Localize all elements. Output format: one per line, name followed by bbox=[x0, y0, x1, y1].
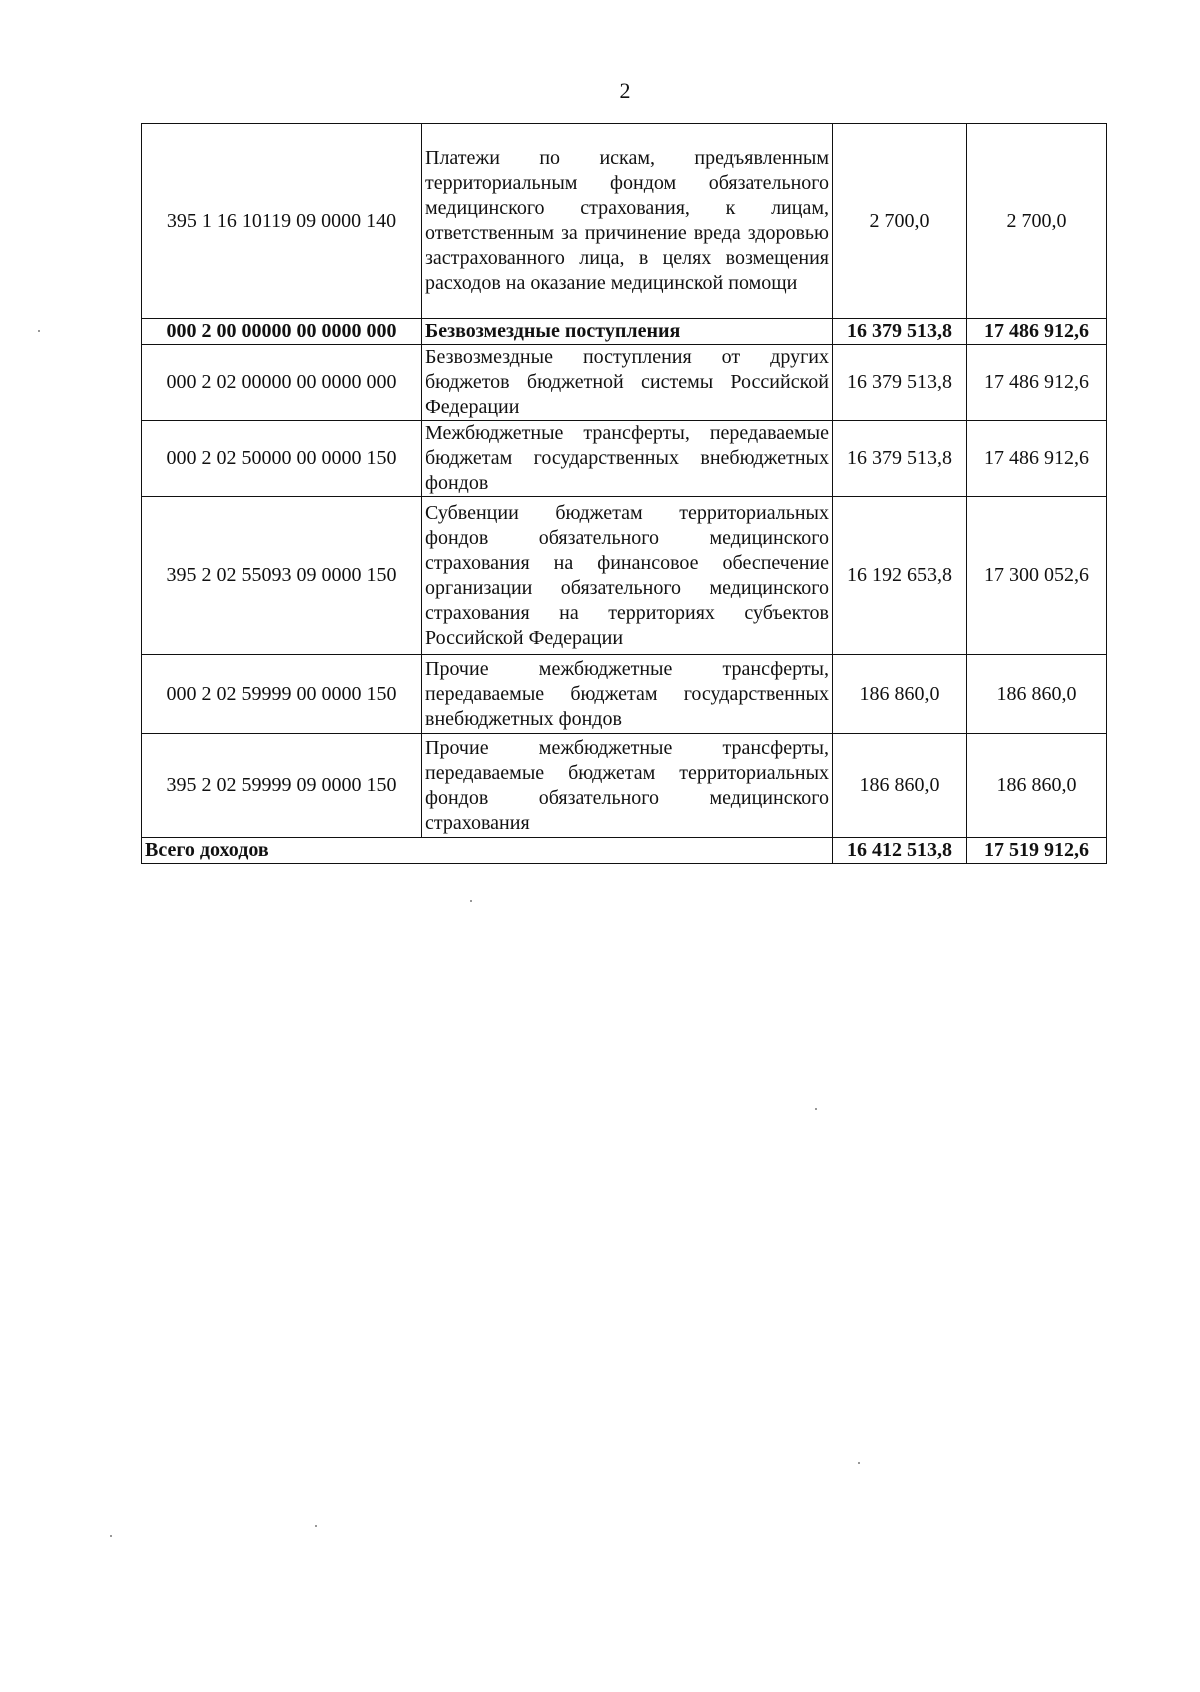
row-value-2: 186 860,0 bbox=[967, 734, 1107, 838]
scan-speck bbox=[315, 1525, 317, 1527]
row-value-1: 16 379 513,8 bbox=[833, 319, 967, 345]
row-value-2: 17 486 912,6 bbox=[967, 421, 1107, 497]
row-value-2: 17 300 052,6 bbox=[967, 497, 1107, 655]
scan-speck bbox=[858, 1462, 860, 1464]
scan-speck bbox=[110, 1535, 112, 1537]
row-description: Безвозмездные поступления bbox=[422, 319, 833, 345]
row-value-1: 16 379 513,8 bbox=[833, 421, 967, 497]
row-value-1: 2 700,0 bbox=[833, 124, 967, 319]
revenue-table bbox=[141, 123, 1107, 864]
table-row bbox=[142, 655, 1107, 734]
row-code: 395 2 02 55093 09 0000 150 bbox=[142, 497, 422, 655]
row-value-2: 17 486 912,6 bbox=[967, 319, 1107, 345]
row-value-2: 17 486 912,6 bbox=[967, 345, 1107, 421]
row-description: Прочие межбюджетные трансферты, передаваемые бюджетам территориальных фондов обязательного медицинского страхования bbox=[422, 734, 833, 838]
table-row bbox=[142, 319, 1107, 345]
row-value-1: 186 860,0 bbox=[833, 734, 967, 838]
row-code: 395 1 16 10119 09 0000 140 bbox=[142, 124, 422, 319]
total-value-1: 16 412 513,8 bbox=[833, 838, 967, 864]
total-label: Всего доходов bbox=[142, 838, 833, 864]
table-row bbox=[142, 497, 1107, 655]
row-description: Безвозмездные поступления от других бюджетов бюджетной системы Российской Федерации bbox=[422, 345, 833, 421]
row-code: 000 2 02 50000 00 0000 150 bbox=[142, 421, 422, 497]
row-value-2: 186 860,0 bbox=[967, 655, 1107, 734]
scan-speck bbox=[470, 900, 472, 902]
page-number: 2 bbox=[619, 78, 631, 103]
row-code: 000 2 00 00000 00 0000 000 bbox=[142, 319, 422, 345]
scan-speck bbox=[815, 1108, 817, 1110]
table-row bbox=[142, 124, 1107, 319]
row-code: 000 2 02 00000 00 0000 000 bbox=[142, 345, 422, 421]
total-value-2: 17 519 912,6 bbox=[967, 838, 1107, 864]
row-value-1: 16 192 653,8 bbox=[833, 497, 967, 655]
row-code: 395 2 02 59999 09 0000 150 bbox=[142, 734, 422, 838]
row-description: Субвенции бюджетам территориальных фондов обязательного медицинского страхования на финансовое обеспечение организации обязательного медицинского страхования на территориях субъектов Российской Федерации bbox=[422, 497, 833, 655]
table-row bbox=[142, 345, 1107, 421]
row-value-2: 2 700,0 bbox=[967, 124, 1107, 319]
row-description: Межбюджетные трансферты, передаваемые бюджетам государственных внебюджетных фондов bbox=[422, 421, 833, 497]
row-description: Прочие межбюджетные трансферты, передаваемые бюджетам государственных внебюджетных фондов bbox=[422, 655, 833, 734]
table-row bbox=[142, 734, 1107, 838]
table-row bbox=[142, 421, 1107, 497]
row-description: Платежи по искам, предъявленным территориальным фондом обязательного медицинского страхования, к лицам, ответственным за причинение вреда здоровью застрахованного лица, в целях возмещения расходов на оказание медицинской помощи bbox=[422, 124, 833, 319]
scan-speck bbox=[38, 330, 40, 332]
row-value-1: 16 379 513,8 bbox=[833, 345, 967, 421]
row-value-1: 186 860,0 bbox=[833, 655, 967, 734]
row-code: 000 2 02 59999 00 0000 150 bbox=[142, 655, 422, 734]
total-row bbox=[142, 838, 1107, 864]
